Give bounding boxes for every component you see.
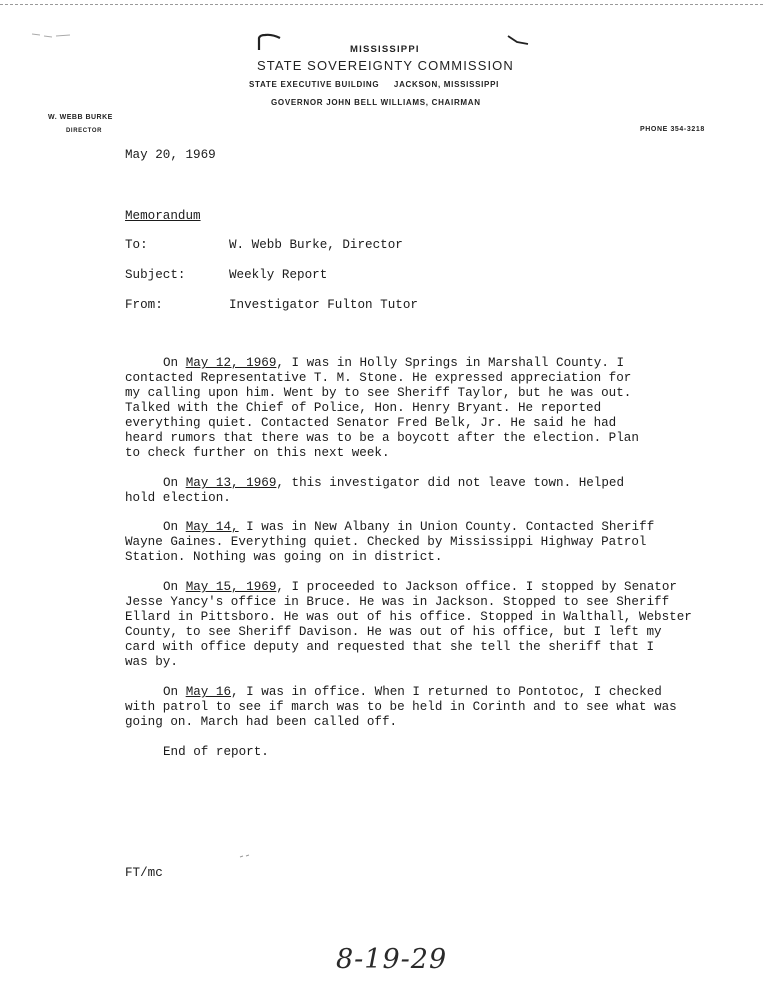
- paragraph-line: Wayne Gaines. Everything quiet. Checked by Mississippi Highway Patrol: [125, 535, 647, 549]
- phone-number: PHONE 354-3218: [640, 126, 705, 133]
- director-name: W. WEBB BURKE: [48, 114, 113, 121]
- closing-line: [125, 745, 725, 760]
- paragraph-line: hold election.: [125, 491, 231, 505]
- pen-mark-icon: [506, 32, 530, 48]
- paragraph-line: everything quiet. Contacted Senator Fred Belk, Jr. He said he had: [125, 416, 617, 430]
- subject-label: Subject:: [125, 268, 186, 282]
- subject-value: Weekly Report: [229, 268, 328, 282]
- paragraph-line: On May 14, I was in New Albany in Union County. Contacted Sheriff: [163, 520, 655, 534]
- paragraph-line: County, to see Sheriff Davison. He was out of his office, but I left my: [125, 625, 662, 639]
- paragraph-line: contacted Representative T. M. Stone. He expressed appreciation for: [125, 371, 632, 385]
- paragraph-line: going on. March had been called off.: [125, 715, 398, 729]
- paragraph-line: On May 12, 1969, I was in Holly Springs in Marshall County. I: [163, 356, 625, 370]
- typist-initials: FT/mc: [125, 866, 163, 880]
- letterhead-address: [249, 80, 499, 89]
- report-date: May 16: [185, 685, 232, 699]
- from-value: Investigator Fulton Tutor: [229, 298, 418, 312]
- paragraph-line: to check further on this next week.: [125, 446, 390, 460]
- director-title: DIRECTOR: [66, 128, 103, 134]
- paragraph-line: Jesse Yancy's office in Bruce. He was in Jackson. Stopped to see Sheriff: [125, 595, 670, 609]
- report-date: May 14,: [185, 520, 239, 534]
- letterhead-state: MISSISSIPPI: [350, 44, 420, 55]
- scan-smudge-icon: [30, 30, 74, 42]
- letterhead-city: JACKSON, MISSISSIPPI: [393, 80, 500, 89]
- paragraph-line: On May 15, 1969, I proceeded to Jackson office. I stopped by Senator: [163, 580, 677, 594]
- letterhead-building: STATE EXECUTIVE BUILDING: [249, 80, 380, 89]
- memo-heading: Memorandum: [125, 209, 201, 223]
- from-label: From:: [125, 298, 163, 312]
- scan-edge-line: [0, 4, 763, 5]
- report-paragraph: [125, 520, 725, 565]
- to-value: W. Webb Burke, Director: [229, 238, 403, 252]
- letterhead-governor: GOVERNOR JOHN BELL WILLIAMS, CHAIRMAN: [271, 98, 481, 107]
- paragraph-line: On May 13, 1969, this investigator did not leave town. Helped: [163, 476, 625, 490]
- paragraph-line: Station. Nothing was going on in district.: [125, 550, 443, 564]
- paragraph-line: my calling upon him. Went by to see Sheriff Taylor, but he was out.: [125, 386, 632, 400]
- paragraph-line: card with office deputy and requested that she tell the sheriff that I: [125, 640, 655, 654]
- handwritten-file-number: 8-19-29: [336, 944, 448, 975]
- report-date: May 13, 1969: [185, 476, 277, 490]
- paragraph-line: with patrol to see if march was to be held in Corinth and to see what was: [125, 700, 677, 714]
- pen-mark-icon: [256, 32, 282, 52]
- paragraph-line: On May 16, I was in office. When I returned to Pontotoc, I checked: [163, 685, 662, 699]
- paragraph-line: Talked with the Chief of Police, Hon. Henry Bryant. He reported: [125, 401, 602, 415]
- report-date: May 15, 1969: [185, 580, 277, 594]
- report-paragraph: [125, 476, 725, 506]
- report-paragraph: [125, 685, 725, 730]
- report-paragraph: [125, 580, 725, 670]
- closing-text: End of report.: [163, 745, 269, 759]
- to-label: To:: [125, 238, 148, 252]
- paragraph-line: heard rumors that there was to be a boycott after the election. Plan: [125, 431, 639, 445]
- report-paragraph: [125, 356, 725, 461]
- memo-date: May 20, 1969: [125, 148, 216, 162]
- scan-speck-icon: [238, 852, 252, 860]
- paragraph-line: Ellard in Pittsboro. He was out of his office. Stopped in Walthall, Webster: [125, 610, 692, 624]
- paragraph-line: was by.: [125, 655, 178, 669]
- letterhead-commission: STATE SOVEREIGNTY COMMISSION: [257, 58, 514, 73]
- report-date: May 12, 1969: [185, 356, 277, 370]
